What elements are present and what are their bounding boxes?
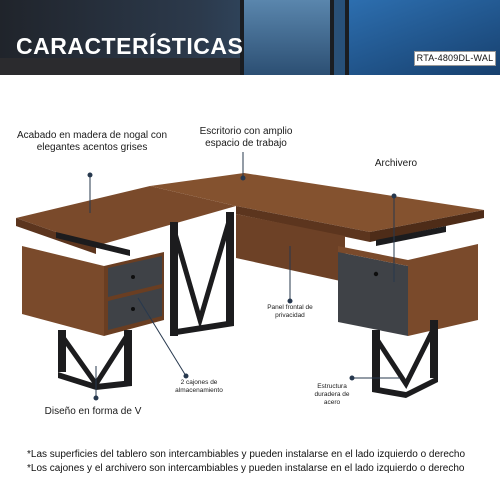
callout-dot (94, 396, 98, 400)
callout-dot (241, 176, 245, 180)
sku-label: RTA-4809DL-WAL (414, 51, 496, 66)
callout-file-cabinet: Archivero (374, 158, 418, 169)
callout-walnut-finish: Acabado en madera de nogal con elegantes acentos grises (16, 130, 168, 153)
footnote-desktop-surfaces: *Las superficies del tablero son intercambiables y pueden instalarse en el lado izquierdo o derecho (27, 449, 466, 460)
callout-desk-space: Escritorio con amplio espacio de trabajo (199, 126, 293, 149)
file-cabinet-side (408, 244, 478, 336)
file-cabinet-knob (374, 272, 378, 276)
callout-v-design: Diseño en forma de V (44, 406, 142, 417)
callout-dot (184, 374, 188, 378)
file-cabinet-front (338, 252, 408, 336)
callout-privacy-panel: Panel frontal de privacidad (267, 304, 313, 319)
drawer-cabinet-side (22, 246, 104, 336)
footnote-drawers: *Los cajones y el archivero son intercambiables y pueden instalarse en el lado izquierdo o derecho (27, 463, 465, 474)
steel-frame-leg (124, 330, 132, 382)
callout-storage-drawers: 2 cajones de almacenamiento (175, 379, 223, 394)
callout-dot (350, 376, 354, 380)
page-title: CARACTERÍSTICAS (16, 33, 244, 59)
drawer-knob (131, 275, 135, 279)
callout-dot (392, 194, 396, 198)
steel-v-frame (376, 328, 434, 384)
callout-dot (288, 299, 292, 303)
callout-dot (88, 173, 92, 177)
steel-frame-foot (170, 320, 234, 336)
steel-v-frame (174, 218, 230, 320)
drawer-knob (131, 307, 135, 311)
callout-steel-structure: Estructura duradera de acero (314, 383, 350, 406)
